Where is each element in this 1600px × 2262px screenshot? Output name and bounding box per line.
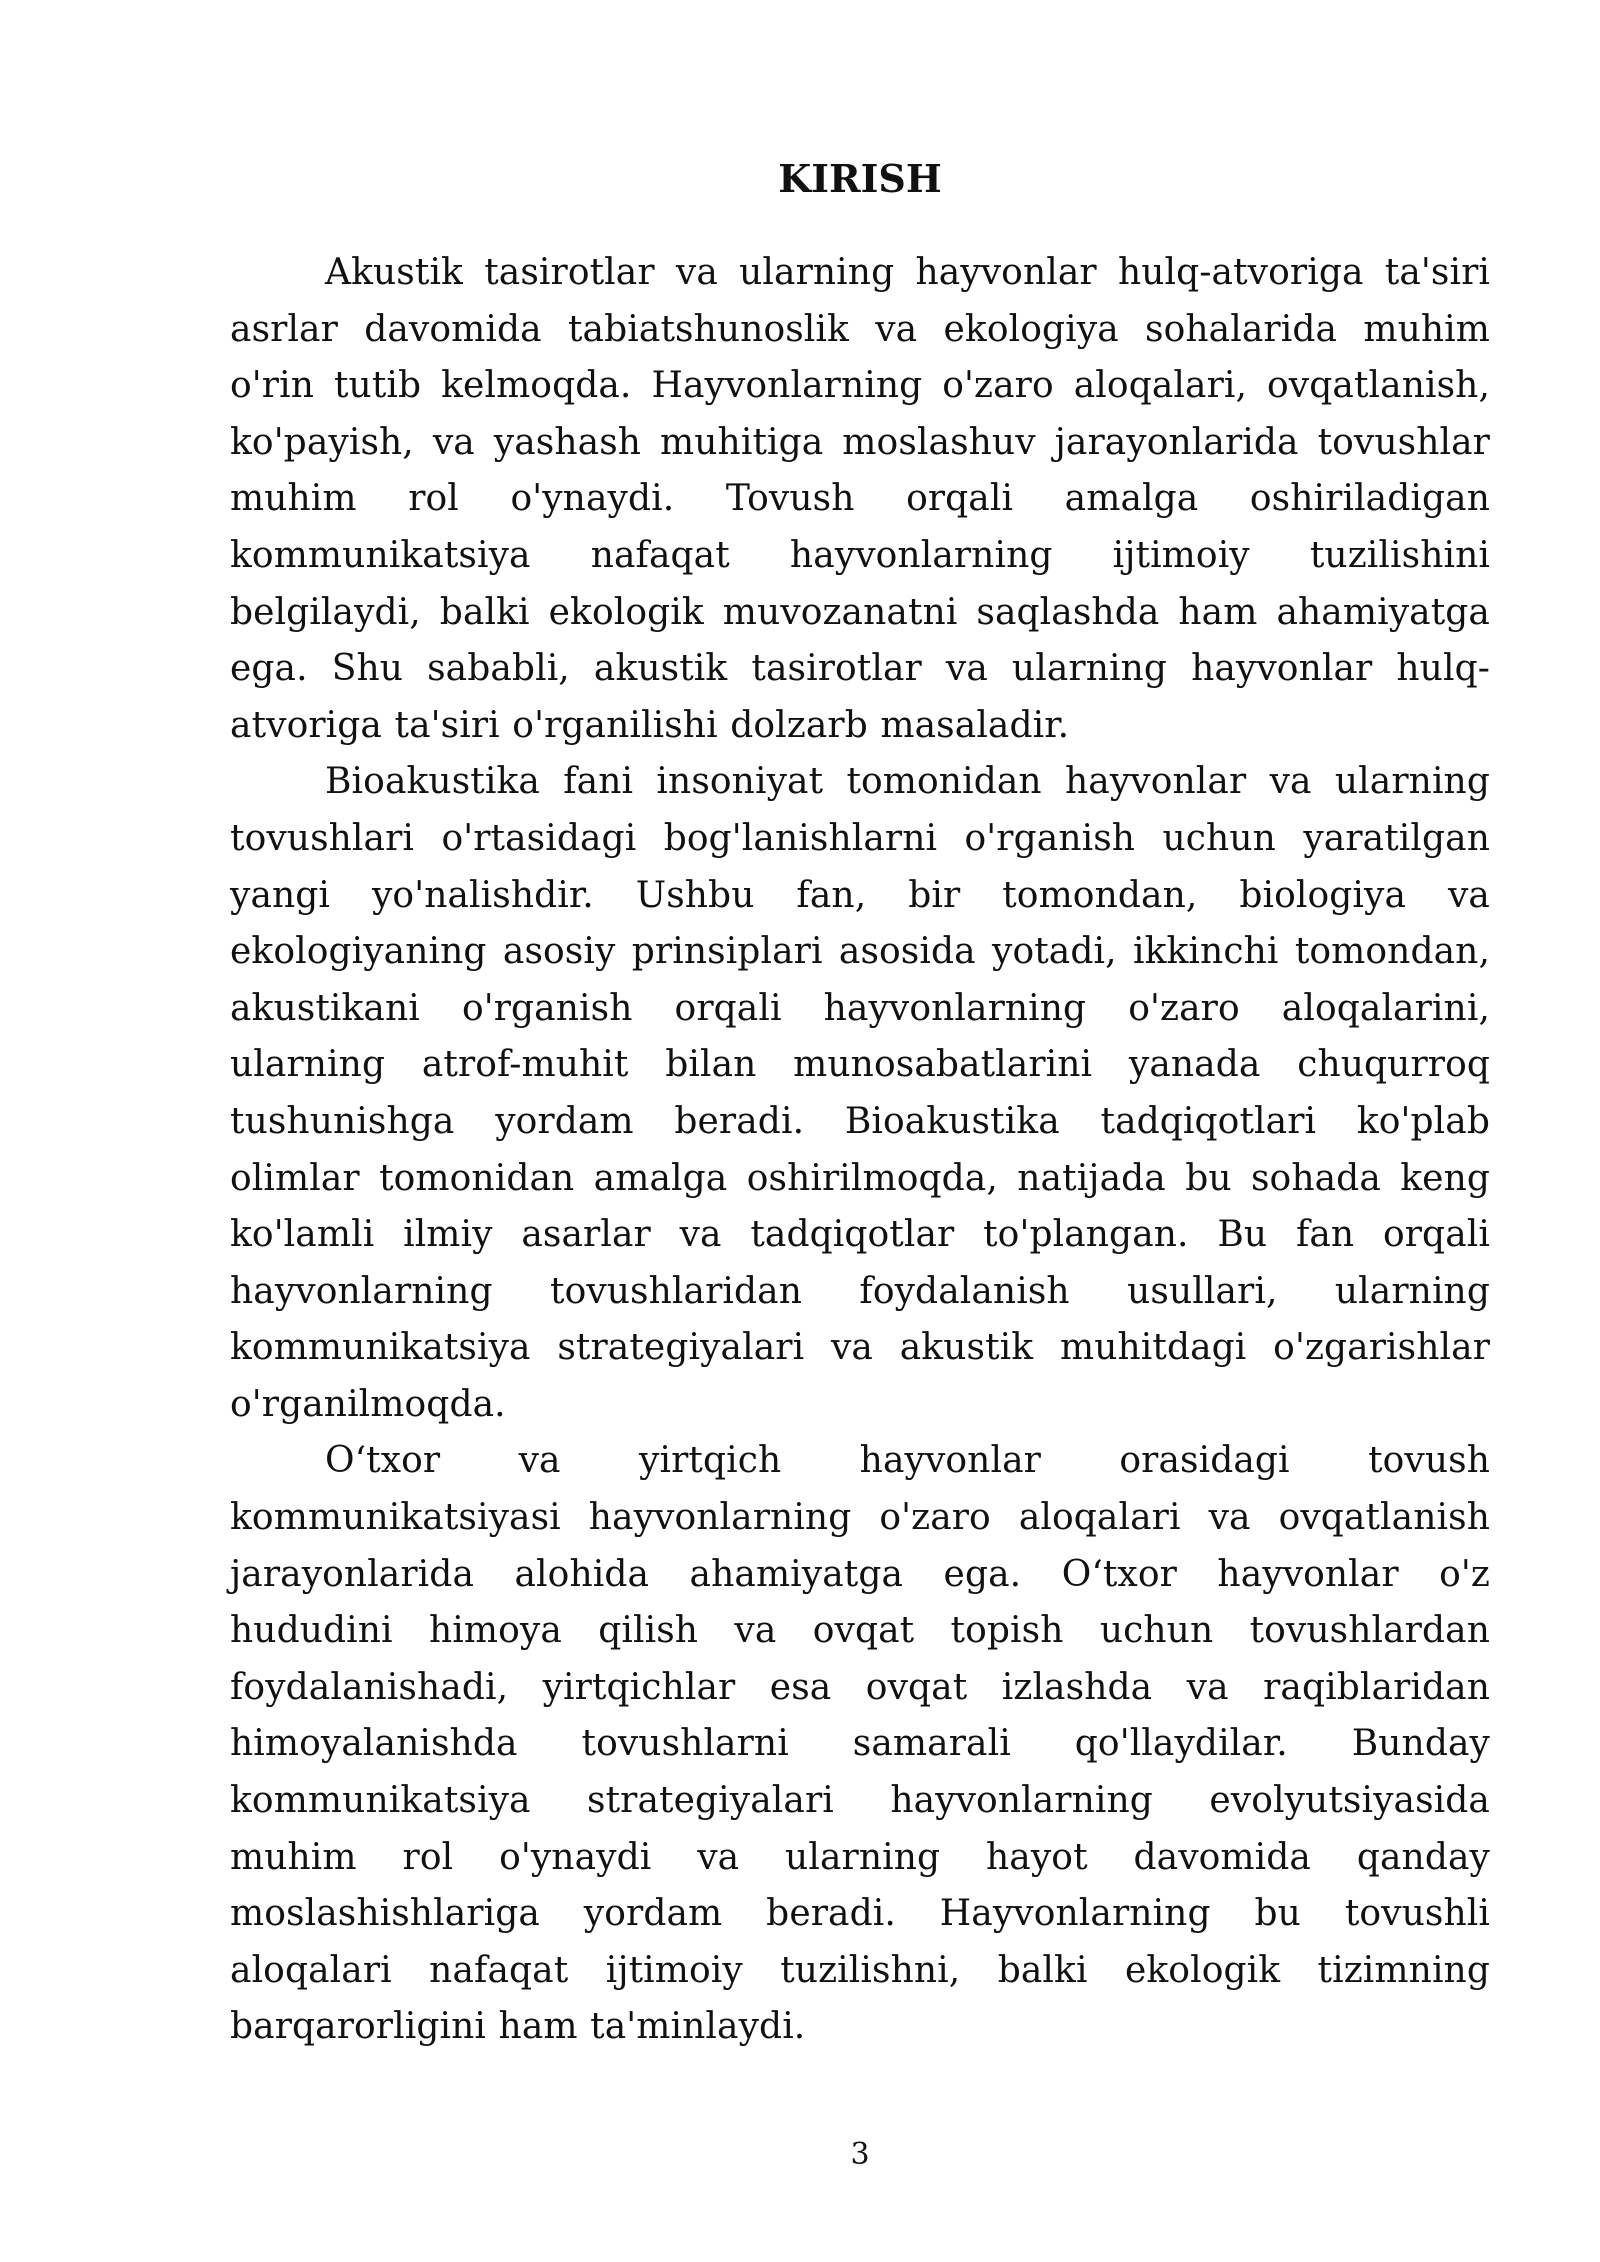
- body-text: [230, 245, 1490, 2056]
- paragraph-2: Bioakustika fani insoniyat tomonidan hayvonlar va ularning tovushlari o'rtasidagi bog'lanishlarni o'rganish uchun yaratilgan yangi yo'nalishdir. Ushbu fan, bir tomondan, biologiya va ekologiyaning asosiy prinsiplari asosida yotadi, ikkinchi tomondan, akustikani o'rganish orqali hayvonlarning o'zaro aloqalarini, ularning atrof-muhit bilan munosabatlarini yanada chuqurroq tushunishga yordam beradi. Bioakustika tadqiqotlari ko'plab olimlar tomonidan amalga oshirilmoqda, natijada bu sohada keng ko'lamli ilmiy asarlar va tadqiqotlar to'plangan. Bu fan orqali hayvonlarning tovushlaridan foydalanish usullari, ularning kommunikatsiya strategiyalari va akustik muhitdagi o'zgarishlar o'rganilmoqda.: [230, 761, 1490, 1425]
- page-title: KIRISH: [778, 156, 942, 201]
- page-number: 3: [850, 2137, 870, 2172]
- paragraph-3: O‘txor va yirtqich hayvonlar orasidagi tovush kommunikatsiyasi hayvonlarning o'zaro aloqalari va ovqatlanish jarayonlarida alohida ahamiyatga ega. O‘txor hayvonlar o'z hududini himoya qilish va ovqat topish uchun tovushlardan foydalanishadi, yirtqichlar esa ovqat izlashda va raqiblaridan himoyalanishda tovushlarni samarali qo'llaydilar. Bunday kommunikatsiya strategiyalari hayvonlarning evolyutsiyasida muhim rol o'ynaydi va ularning hayot davomida qanday moslashishlariga yordam beradi. Hayvonlarning bu tovushli aloqalari nafaqat ijtimoiy tuzilishni, balki ekologik tizimning barqarorligini ham ta'minlaydi.: [230, 1440, 1490, 2048]
- paragraph-1: Akustik tasirotlar va ularning hayvonlar hulq-atvoriga ta'siri asrlar davomida tabiatshunoslik va ekologiya sohalarida muhim o'rin tutib kelmoqda. Hayvonlarning o'zaro aloqalari, ovqatlanish, ko'payish, va yashash muhitiga moslashuv jarayonlarida tovushlar muhim rol o'ynaydi. Tovush orqali amalga oshiriladigan kommunikatsiya nafaqat hayvonlarning ijtimoiy tuzilishini belgilaydi, balki ekologik muvozanatni saqlashda ham ahamiyatga ega. Shu sababli, akustik tasirotlar va ularning hayvonlar hulq-atvoriga ta'siri o'rganilishi dolzarb masaladir.: [230, 252, 1490, 746]
